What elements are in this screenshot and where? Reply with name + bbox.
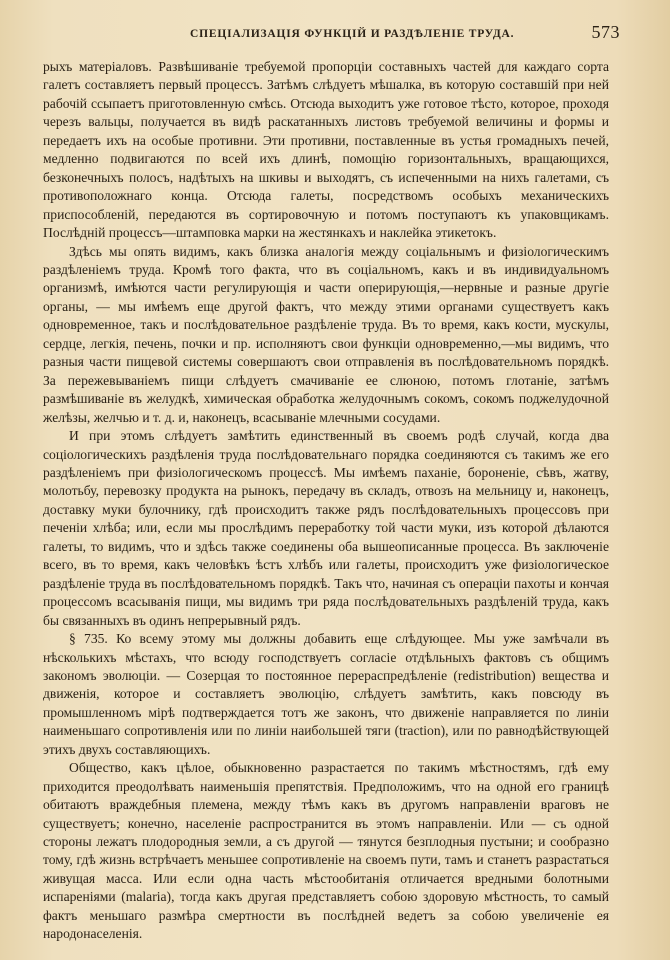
body-text <box>43 58 609 944</box>
page-number: 573 <box>591 22 620 42</box>
paragraph: рыхъ матеріаловъ. Развѣшиваніе требуемой пропорціи составныхъ частей для каждаго сорта галетъ составляетъ первый процессъ. Затѣмъ слѣдуетъ мѣшалка, въ которую составшій при ней рабочій ссыпаетъ приготовленную смѣсь. Отсюда выходитъ уже готовое тѣсто, которое, проходя черезъ вальцы, получается въ видѣ раскатанныхъ листовъ требуемой величины и формы и передаетъ ихъ на особые противни. Эти противни, поставленные въ устья громадныхъ печей, медленно подвигаются по всей ихъ длинѣ, помощію горизонтальныхъ, вращающихся, безконечныхъ полосъ, надѣтыхъ на шкивы и выходятъ, съ испеченными на нихъ галетами, съ противоположнаго конца. Отсюда галеты, посредствомъ особыхъ механическихъ приспособленій, передаются въ сортировочную и потомъ поступаютъ къ упаковщикамъ. Послѣдній процессъ—штамповка марки на жестянкахъ и наклейка этикетокъ. <box>43 59 609 241</box>
paragraph: Общество, какъ цѣлое, обыкновенно разрастается по такимъ мѣстностямъ, гдѣ ему приходится преодолѣвать наименьшія препятствія. Предположимъ, что на одной его границѣ обитаютъ враждебныя племена, между тѣмъ какъ въ другомъ направленіи враговъ не существуетъ; конечно, населеніе распространится въ этомъ направленіи. Или — съ одной стороны лежатъ плодородныя земли, а съ другой — тянутся безплодныя пустыни; и сообразно тому, гдѣ жизнь встрѣчаетъ меньшее сопротивленіе на своемъ пути, тамъ и станетъ разрастаться живущая масса. Или если одна часть мѣстообитанія отличается вредными болотными испареніями (malaria), тогда какъ другая представляетъ собою здоровую мѣстность, то самый фактъ меньшаго размѣра смертности въ послѣдней ведетъ за собою увеличеніе ея народонаселенія. <box>43 760 609 942</box>
paragraph: § 735. Ко всему этому мы должны добавить еще слѣдующее. Мы уже замѣчали въ нѣсколькихъ мѣстахъ, что всюду господствуетъ согласіе отдѣльныхъ фактовъ съ общимъ закономъ эволюціи. — Созерцая то постоянное перераспредѣленіе (redistribution) вещества и движенія, которое и составляетъ эволюцію, слѣдуетъ замѣтить, какъ повсюду въ промышленномъ мірѣ подтверждается тотъ же законъ, что движеніе направляется по линіи наименьшаго сопротивленія или по линіи наибольшей тяги (traction), или по равнодѣйствующей этихъ двухъ составляющихъ. <box>43 631 609 757</box>
running-title: СПЕЦІАЛИЗАЦІЯ ФУНКЦІЙ И РАЗДѢЛЕНІЕ ТРУДА. <box>190 28 515 40</box>
paragraph: И при этомъ слѣдуетъ замѣтить единственный въ своемъ родѣ случай, когда два соціологическихъ раздѣленія труда послѣдовательнаго порядка соединяются съ такимъ же его раздѣленіемъ при физіологическомъ процессѣ. Мы имѣемъ паханіе, бороненіе, сѣвъ, жатву, молотьбу, перевозку продукта на рынокъ, передачу въ складъ, отвозъ на мельницу и, наконецъ, доставку муки булочнику, гдѣ происходитъ также рядъ послѣдовательныхъ процессовъ при печеніи хлѣба; или, если мы прослѣдимъ переработку той части муки, изъ которой дѣлаются галеты, то видимъ, что и здѣсь также соединены оба вышеописанные процесса. Въ заключеніе всего, въ то время, какъ человѣкъ ѣстъ хлѣбъ или галеты, происходитъ уже физіологическое раздѣленіе труда въ послѣдовательномъ порядкѣ. Такъ что, начиная съ операціи пахоты и кончая процессомъ всасыванія пищи, мы видимъ три ряда послѣдовательныхъ раздѣленій труда, какъ бы связанныхъ въ одинъ непрерывный рядъ. <box>43 428 609 628</box>
page-header <box>40 22 630 46</box>
paragraph: Здѣсь мы опять видимъ, какъ близка аналогія между соціальнымъ и физіологическимъ раздѣленіемъ труда. Кромѣ того факта, что въ соціальномъ, какъ и въ индивидуальномъ организмѣ, имѣются части регулирующія и части оперирующія,—нервные и разные другіе органы, — мы имѣемъ еще другой фактъ, что между этими органами существуетъ какъ одновременное, такъ и послѣдовательное раздѣленіе труда. Въ то время, какъ кости, мускулы, сердце, легкія, печень, почки и пр. исполняютъ свои функціи одновременно,—мы видимъ, что разныя части пищевой системы совершаютъ свои отправленія въ послѣдовательномъ порядкѣ. За пережевываніемъ пищи слѣдуетъ смачиваніе ее слюною, потомъ глотаніе, затѣмъ размѣшиваніе въ желудкѣ, химическая обработка желудочнымъ сокомъ, сокомъ поджелудочной желѣзы, желчью и т. д. и, наконецъ, всасываніе млечными сосудами. <box>43 243 609 425</box>
